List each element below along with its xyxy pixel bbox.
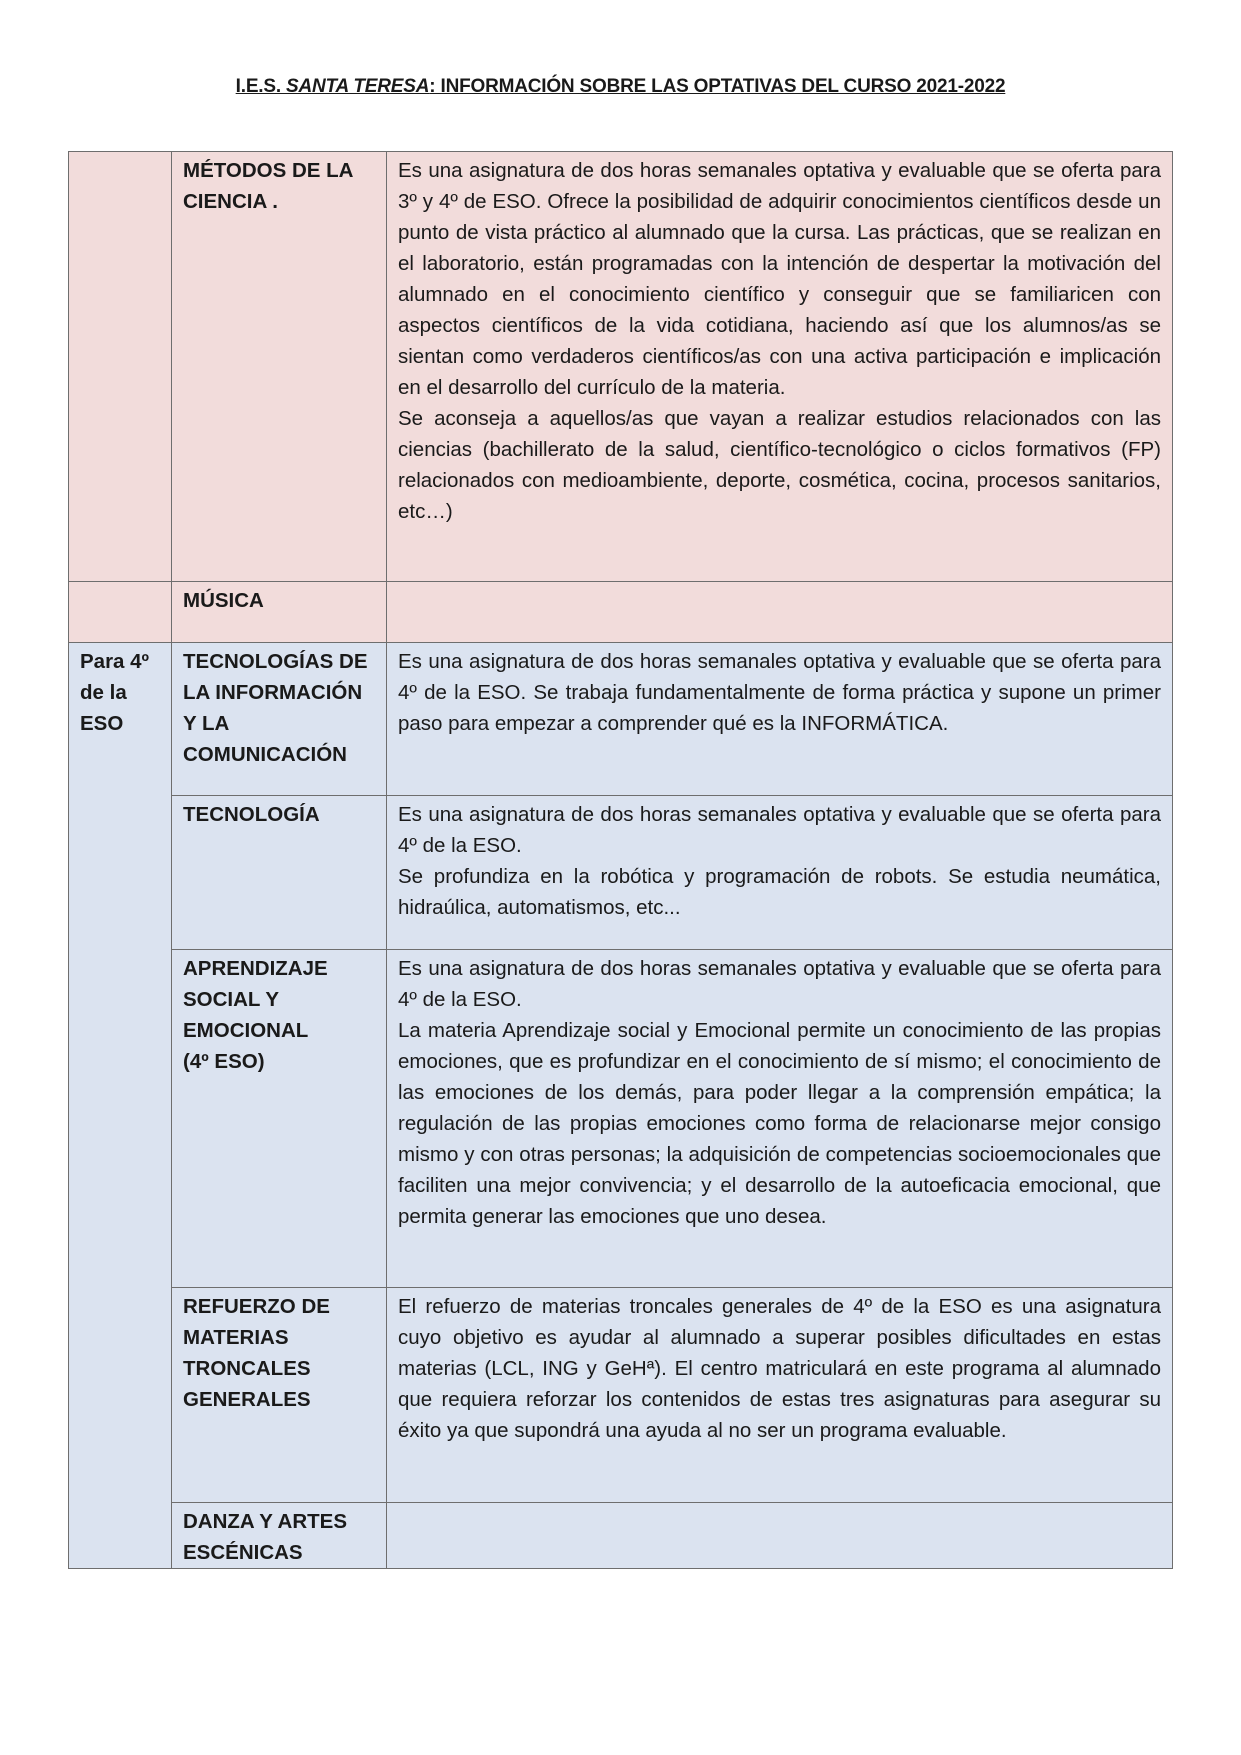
table-row — [69, 950, 1173, 1288]
description-paragraph: Es una asignatura de dos horas semanales optativa y evaluable que se oferta para 3º y 4º de ESO. Ofrece la posibilidad de adquirir conocimientos científicos desde un punto de vista práctico al alumnado que la cursa. Las prácticas, que se realizan en el laboratorio, están programadas con la intención de despertar la motivación del alumnado en el conocimiento científico y conseguir que se familiaricen con aspectos científicos de la vida cotidiana, haciendo así que los alumnos/as se sientan como verdaderos científicos/as con una activa participación e implicación en el desarrollo del currículo de la materia. — [398, 159, 1161, 399]
subject-description — [387, 1288, 1173, 1503]
optativas-table — [68, 151, 1173, 1569]
table-row — [69, 582, 1173, 643]
group-cell-empty — [69, 152, 172, 582]
subject-name-main: APRENDIZAJE SOCIAL Y EMOCIONAL — [183, 957, 328, 1042]
subject-name: TECNOLOGÍA — [172, 796, 387, 950]
subject-name: REFUERZO DE MATERIAS TRONCALES GENERALES — [172, 1288, 387, 1503]
subject-name: MÉTODOS DE LA CIENCIA . — [172, 152, 387, 582]
subject-name: MÚSICA — [172, 582, 387, 643]
subject-name-level: (4º ESO) — [183, 1050, 265, 1073]
group-cell-empty — [69, 582, 172, 643]
title-prefix: I.E.S. — [235, 76, 286, 97]
subject-description — [387, 796, 1173, 950]
description-paragraph: Se aconseja a aquellos/as que vayan a realizar estudios relacionados con las ciencias (bachillerato de la salud, científico-tecnológico o ciclos formativos (FP) relacionados con medioambiente, deporte, cosmética, cocina, procesos sanitarios, etc…) — [398, 407, 1161, 523]
table-row — [69, 1503, 1173, 1569]
description-paragraph: Es una asignatura de dos horas semanales optativa y evaluable que se oferta para 4º de la ESO. Se trabaja fundamentalmente de forma práctica y supone un primer paso para empezar a comprender qué es la INFORMÁTICA. — [398, 650, 1161, 735]
subject-name — [172, 950, 387, 1288]
table-row — [69, 796, 1173, 950]
subject-description — [387, 643, 1173, 796]
description-paragraph: La materia Aprendizaje social y Emocional permite un conocimiento de las propias emociones, que es profundizar en el conocimiento de sí mismo; el conocimiento de las emociones de los demás, para poder llegar a la comprensión empática; la regulación de las propias emociones como forma de relacionarse mejor consigo mismo y con otras personas; la adquisición de competencias socioemocionales que faciliten una mejor convivencia; y el desarrollo de la autoeficacia emocional, que permita generar las emociones que uno desea. — [398, 1019, 1161, 1228]
title-school: SANTA TERESA — [286, 76, 430, 97]
subject-description — [387, 950, 1173, 1288]
group-cell-4eso: Para 4º de la ESO — [69, 643, 172, 1569]
table-row — [69, 1288, 1173, 1503]
title-suffix: : INFORMACIÓN SOBRE LAS OPTATIVAS DEL CURSO 2021-2022 — [429, 76, 1006, 97]
table-row — [69, 643, 1173, 796]
subject-name: TECNOLOGÍAS DE LA INFORMACIÓN Y LA COMUNICACIÓN — [172, 643, 387, 796]
table-row — [69, 152, 1173, 582]
subject-description-empty — [387, 582, 1173, 643]
description-paragraph: Es una asignatura de dos horas semanales optativa y evaluable que se oferta para 4º de la ESO. — [398, 957, 1161, 1011]
subject-name: DANZA Y ARTES ESCÉNICAS — [172, 1503, 387, 1569]
description-paragraph: El refuerzo de materias troncales generales de 4º de la ESO es una asignatura cuyo objetivo es ayudar al alumnado a superar posibles dificultades en estas materias (LCL, ING y GeHª). El centro matriculará en este programa al alumnado que requiera reforzar los contenidos de estas tres asignaturas para asegurar su éxito ya que supondrá una ayuda al no ser un programa evaluable. — [398, 1295, 1161, 1442]
subject-description-empty — [387, 1503, 1173, 1569]
document-title — [0, 76, 1241, 98]
description-paragraph: Se profundiza en la robótica y programación de robots. Se estudia neumática, hidraúlica, automatismos, etc... — [398, 865, 1161, 919]
description-paragraph: Es una asignatura de dos horas semanales optativa y evaluable que se oferta para 4º de la ESO. — [398, 803, 1161, 857]
subject-description — [387, 152, 1173, 582]
